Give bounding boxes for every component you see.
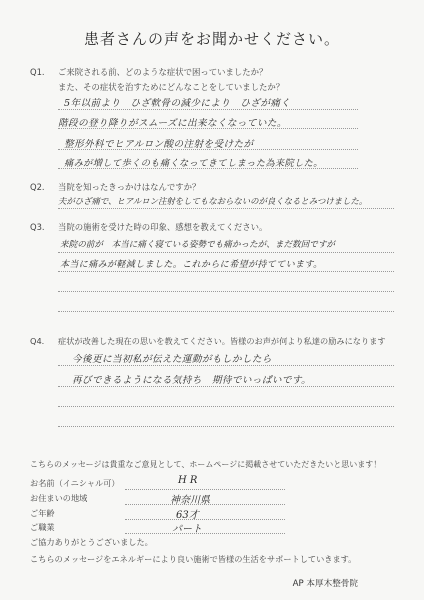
field-area-line [125,504,285,505]
q3-rule-1 [58,252,394,253]
q1-rule-4 [58,168,358,169]
q2-line1: 当院を知ったきっかけはなんですか？ [58,182,201,192]
field-age-value: 63才 [176,510,199,521]
closing-text: こちらのメッセージをエネルギーにより良い施術で皆様の生活をサポートしていきます。 [30,554,357,564]
q4-rule-2 [58,386,394,387]
field-job-label: ご職業 [30,522,55,532]
field-name-line [125,489,285,490]
q1-rule-1 [58,109,358,110]
q4-rule-3 [58,406,394,407]
q1-answer-2: 階段の登り降りがスムーズに出来なくなっていた。 [58,118,287,129]
field-job-line [125,533,285,534]
field-area-value: 神奈川県 [170,495,210,506]
field-area-label: お住まいの地域 [30,493,88,503]
q1-answer-3: 整形外科でヒアルロン酸の注射を受けたが [64,139,254,150]
field-job-value: パート [172,524,202,535]
field-name-value: H R [178,475,198,486]
page-title: 患者さんの声をお聞かせください。 [83,30,340,48]
q1-line1: ご来院される前、どのような症状で困っていましたか？ [58,67,268,77]
q3-answer-2: 本当に痛みが軽減しました。これからに希望が持てています。 [60,260,323,270]
q3-line1: 当院の施術を受けた時の印象、感想を教えてください。 [58,222,268,232]
q2-number: Q2. [30,182,45,192]
q1-rule-2 [58,128,358,129]
q4-number: Q4. [30,336,45,346]
q1-answer-1: 5年以前より ひざ軟骨の減少により ひざが痛く [64,98,291,109]
q2-answer: 夫がひざ痛で、ヒアルロン注射をしてもなおらないのが良くなるとみつけました。 [58,196,368,206]
thanks-text: ご協力ありがとうございました。 [30,537,153,547]
q3-answer-1: 来院の前が 本当に痛く寝ている姿勢でも痛かったが、まだ数回ですが [60,240,336,250]
q4-line1: 症状が改善した現在の思いを教えてください。皆様のお声が何より私達の励みになります [58,336,386,346]
q4-rule-1 [58,365,394,366]
q3-number: Q3. [30,222,45,232]
field-name-label: お名前（イニシャル可） [30,478,120,488]
q4-question [30,335,386,347]
q1-answer-4: 痛みが増して歩くのも痛くなってきてしまった為来院した。 [64,158,323,169]
field-age-line [125,519,285,520]
q3-question [30,221,267,233]
q1-number: Q1. [30,67,45,77]
q3-rule-3 [58,291,394,292]
q3-rule-2 [58,271,394,272]
q4-answer-1: 今後更に当初私が伝えた運動がもしかしたら [72,354,272,365]
q1-line2: また、その症状を治すためにどんなことをしていましたか？ [58,82,285,92]
clinic-signature: AP 本厚木整骨院 [292,579,358,589]
q2-question [30,181,200,193]
q4-answer-2: 再びできるようになる気持ち 期待でいっぱいです。 [72,375,312,386]
q1-rule-3 [58,149,358,150]
q2-rule [58,208,394,209]
publish-message: こちらのメッセージは貴重なご意見として、ホームページに掲載させていただきたいと思います！ [30,460,382,469]
field-age-label: ご年齢 [30,508,55,518]
q4-rule-4 [58,426,394,427]
q1-question [30,66,267,78]
q3-rule-4 [58,311,394,312]
